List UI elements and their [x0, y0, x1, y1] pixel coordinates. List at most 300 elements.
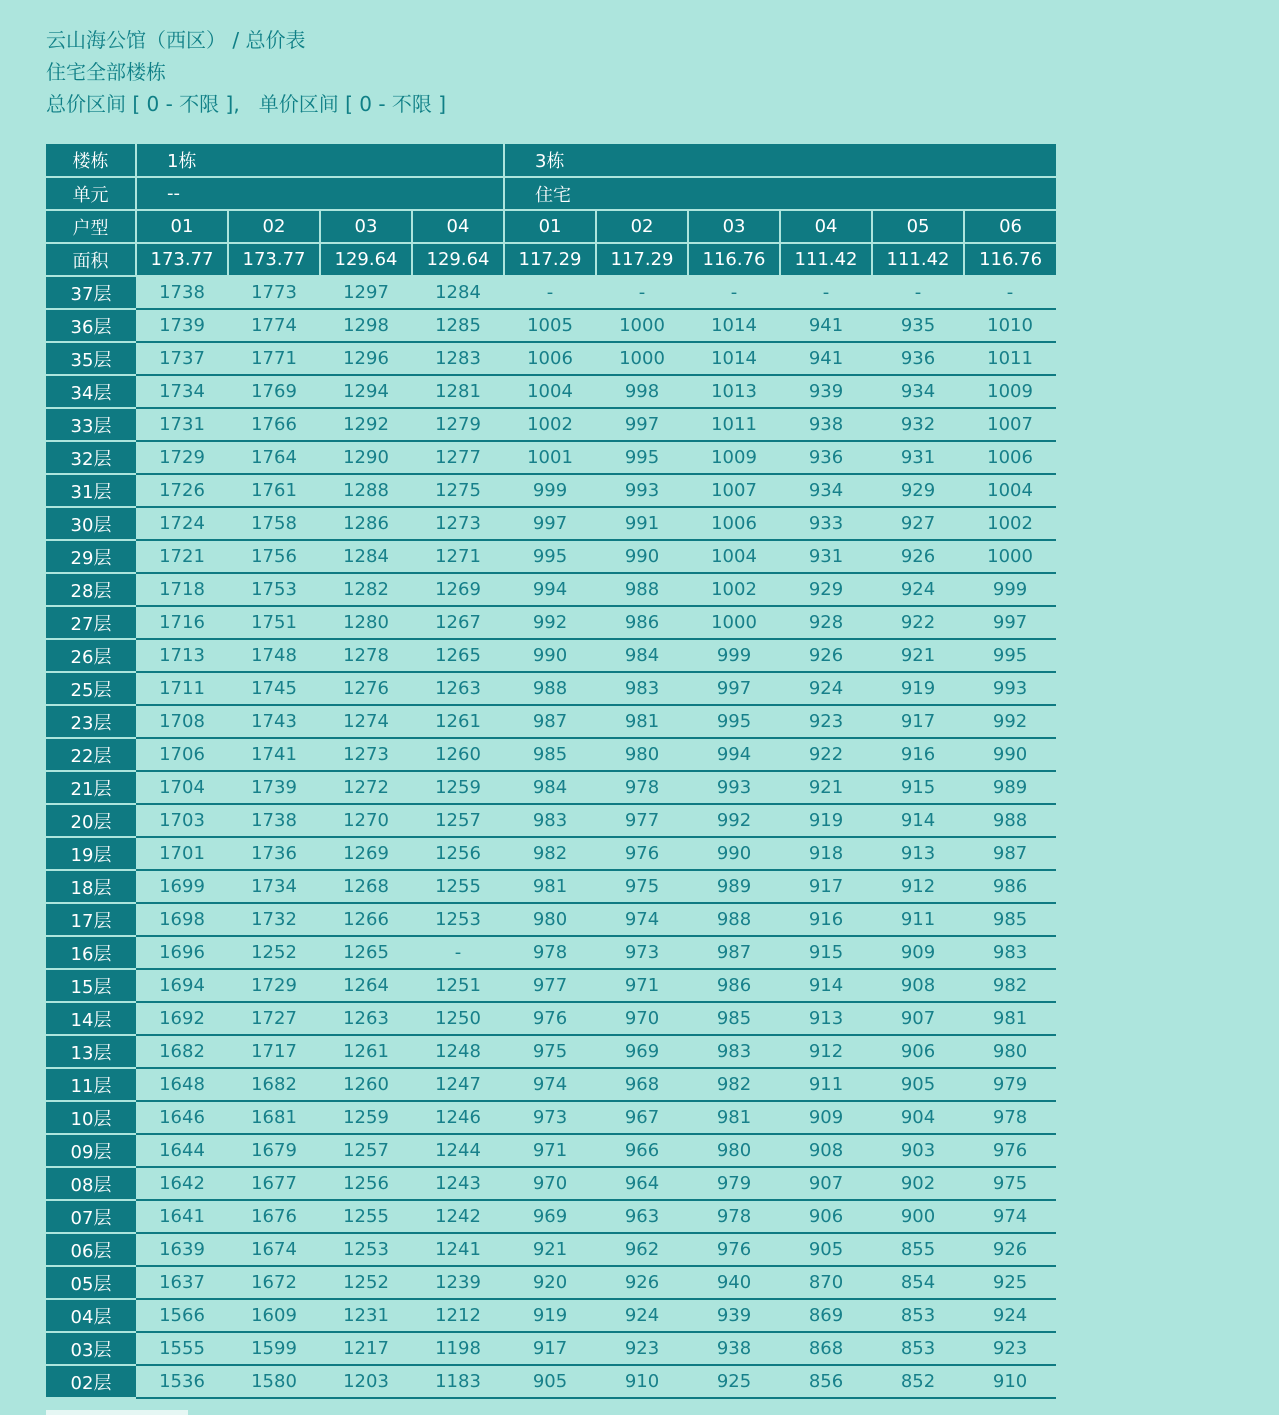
table-row: [46, 1365, 1056, 1398]
price-cell: 926: [780, 639, 872, 672]
price-cell: 931: [872, 441, 964, 474]
price-cell: 999: [688, 639, 780, 672]
area-cell: 129.64: [320, 243, 412, 276]
price-cell: 853: [872, 1332, 964, 1365]
price-cell: 853: [872, 1299, 964, 1332]
price-range-filter: 总价区间 [ 0 - 不限 ], 单价区间 [ 0 - 不限 ]: [46, 92, 447, 116]
price-cell: 908: [872, 969, 964, 1002]
price-cell: 1677: [228, 1167, 320, 1200]
price-cell: 924: [964, 1299, 1056, 1332]
price-cell: 976: [504, 1002, 596, 1035]
area-cell: 116.76: [688, 243, 780, 276]
price-cell: 1721: [136, 540, 228, 573]
price-cell: 924: [780, 672, 872, 705]
price-cell: 1255: [320, 1200, 412, 1233]
price-cell: 919: [872, 672, 964, 705]
floor-label: 25层: [46, 672, 136, 705]
price-cell: 1298: [320, 309, 412, 342]
price-cell: 915: [780, 936, 872, 969]
price-cell: 900: [872, 1200, 964, 1233]
table-row: [46, 276, 1056, 309]
floor-label: 07层: [46, 1200, 136, 1233]
floor-label: 35层: [46, 342, 136, 375]
type-cell: 01: [504, 210, 596, 243]
price-cell: 910: [596, 1365, 688, 1398]
price-cell: -: [780, 276, 872, 309]
price-cell: 1257: [320, 1134, 412, 1167]
floor-label: 17层: [46, 903, 136, 936]
table-row: [46, 441, 1056, 474]
price-cell: 981: [596, 705, 688, 738]
price-cell: 969: [596, 1035, 688, 1068]
price-cell: 982: [688, 1068, 780, 1101]
floor-label: 37层: [46, 276, 136, 309]
table-row: [46, 309, 1056, 342]
price-cell: 922: [780, 738, 872, 771]
table-row: [46, 1299, 1056, 1332]
price-cell: 1250: [412, 1002, 504, 1035]
price-cell: 1642: [136, 1167, 228, 1200]
price-cell: 988: [504, 672, 596, 705]
price-cell: 990: [688, 837, 780, 870]
price-cell: 1256: [320, 1167, 412, 1200]
floor-label: 30层: [46, 507, 136, 540]
price-cell: 1004: [964, 474, 1056, 507]
price-cell: 995: [504, 540, 596, 573]
price-cell: 1241: [412, 1233, 504, 1266]
price-cell: 923: [596, 1332, 688, 1365]
table-row: [46, 639, 1056, 672]
floor-label: 19层: [46, 837, 136, 870]
price-cell: 1263: [320, 1002, 412, 1035]
unit-row: [46, 177, 1056, 210]
price-cell: 1252: [228, 936, 320, 969]
building-3-unit: 住宅: [504, 177, 1056, 210]
price-cell: 1253: [412, 903, 504, 936]
price-cell: 1011: [964, 342, 1056, 375]
price-cell: 921: [504, 1233, 596, 1266]
price-cell: 1698: [136, 903, 228, 936]
price-cell: 922: [872, 606, 964, 639]
price-cell: 988: [596, 573, 688, 606]
price-cell: 1004: [688, 540, 780, 573]
type-cell: 01: [136, 210, 228, 243]
price-cell: 909: [872, 936, 964, 969]
floor-label: 36层: [46, 309, 136, 342]
price-cell: 987: [504, 705, 596, 738]
table-row: [46, 375, 1056, 408]
area-cell: 117.29: [504, 243, 596, 276]
building-row: [46, 144, 1056, 177]
price-cell: 1006: [964, 441, 1056, 474]
price-cell: 913: [780, 1002, 872, 1035]
price-cell: 1739: [228, 771, 320, 804]
price-cell: 1286: [320, 507, 412, 540]
price-cell: 1007: [964, 408, 1056, 441]
price-cell: 936: [780, 441, 872, 474]
table-row: [46, 1167, 1056, 1200]
page-subtitle: 住宅全部楼栋: [46, 60, 166, 84]
table-row: [46, 969, 1056, 1002]
price-cell: 976: [688, 1233, 780, 1266]
price-cell: 1297: [320, 276, 412, 309]
type-cell: 02: [596, 210, 688, 243]
price-cell: 1273: [320, 738, 412, 771]
price-cell: 924: [872, 573, 964, 606]
price-cell: 1292: [320, 408, 412, 441]
price-cell: 1745: [228, 672, 320, 705]
price-cell: 1285: [412, 309, 504, 342]
type-cell: 04: [412, 210, 504, 243]
price-cell: 999: [964, 573, 1056, 606]
price-cell: 1255: [412, 870, 504, 903]
price-cell: 1260: [320, 1068, 412, 1101]
area-cell: 173.77: [136, 243, 228, 276]
price-cell: 994: [688, 738, 780, 771]
price-cell: 967: [596, 1101, 688, 1134]
type-cell: 05: [872, 210, 964, 243]
price-cell: 1010: [964, 309, 1056, 342]
price-cell: 964: [596, 1167, 688, 1200]
price-cell: 978: [688, 1200, 780, 1233]
price-cell: 869: [780, 1299, 872, 1332]
table-row: [46, 1233, 1056, 1266]
floor-label: 34层: [46, 375, 136, 408]
type-cell: 03: [688, 210, 780, 243]
price-cell: 912: [780, 1035, 872, 1068]
price-cell: 1002: [964, 507, 1056, 540]
price-cell: 995: [596, 441, 688, 474]
price-cell: 1009: [964, 375, 1056, 408]
price-cell: 931: [780, 540, 872, 573]
area-label: 面积: [46, 243, 136, 276]
floor-label: 28层: [46, 573, 136, 606]
price-cell: 1536: [136, 1365, 228, 1398]
price-cell: 917: [780, 870, 872, 903]
price-cell: 983: [596, 672, 688, 705]
building-1-name: 1栋: [136, 144, 504, 177]
price-cell: 994: [504, 573, 596, 606]
price-cell: 1259: [320, 1101, 412, 1134]
price-cell: -: [964, 276, 1056, 309]
price-cell: 981: [688, 1101, 780, 1134]
price-cell: 923: [964, 1332, 1056, 1365]
price-cell: 982: [504, 837, 596, 870]
price-cell: 1000: [596, 309, 688, 342]
table-row: [46, 1266, 1056, 1299]
price-cell: 916: [872, 738, 964, 771]
price-table: [46, 144, 1056, 1399]
price-cell: 1682: [136, 1035, 228, 1068]
floor-label: 33层: [46, 408, 136, 441]
price-cell: 1006: [688, 507, 780, 540]
price-cell: 855: [872, 1233, 964, 1266]
price-cell: 990: [596, 540, 688, 573]
price-cell: 995: [964, 639, 1056, 672]
price-cell: 985: [688, 1002, 780, 1035]
price-cell: 1203: [320, 1365, 412, 1398]
price-cell: 986: [964, 870, 1056, 903]
floor-label: 05层: [46, 1266, 136, 1299]
price-cell: -: [412, 936, 504, 969]
price-cell: 1000: [964, 540, 1056, 573]
price-cell: 978: [504, 936, 596, 969]
area-row: [46, 243, 1056, 276]
unit-label: 单元: [46, 177, 136, 210]
type-row: [46, 210, 1056, 243]
price-cell: 1674: [228, 1233, 320, 1266]
price-cell: 989: [964, 771, 1056, 804]
price-cell: 1748: [228, 639, 320, 672]
price-cell: -: [504, 276, 596, 309]
price-cell: 908: [780, 1134, 872, 1167]
price-cell: 1724: [136, 507, 228, 540]
price-cell: 1706: [136, 738, 228, 771]
price-cell: 1257: [412, 804, 504, 837]
type-cell: 03: [320, 210, 412, 243]
price-cell: 1247: [412, 1068, 504, 1101]
area-cell: 117.29: [596, 243, 688, 276]
price-cell: 976: [596, 837, 688, 870]
price-cell: 983: [504, 804, 596, 837]
table-row: [46, 738, 1056, 771]
price-cell: 981: [504, 870, 596, 903]
price-cell: 852: [872, 1365, 964, 1398]
price-cell: 1183: [412, 1365, 504, 1398]
price-cell: 1271: [412, 540, 504, 573]
price-cell: 1001: [504, 441, 596, 474]
building-3-name: 3栋: [504, 144, 1056, 177]
price-cell: 1641: [136, 1200, 228, 1233]
price-cell: 1256: [412, 837, 504, 870]
price-cell: 971: [596, 969, 688, 1002]
price-cell: 1566: [136, 1299, 228, 1332]
price-cell: 993: [688, 771, 780, 804]
price-cell: 1717: [228, 1035, 320, 1068]
table-row: [46, 1332, 1056, 1365]
table-row: [46, 342, 1056, 375]
price-cell: 963: [596, 1200, 688, 1233]
price-cell: 1738: [228, 804, 320, 837]
table-row: [46, 1068, 1056, 1101]
floor-label: 27层: [46, 606, 136, 639]
price-cell: 1639: [136, 1233, 228, 1266]
price-cell: 902: [872, 1167, 964, 1200]
price-cell: 977: [596, 804, 688, 837]
table-row: [46, 705, 1056, 738]
price-cell: 1294: [320, 375, 412, 408]
price-cell: 905: [780, 1233, 872, 1266]
price-cell: 919: [780, 804, 872, 837]
price-cell: 918: [780, 837, 872, 870]
table-row: [46, 1101, 1056, 1134]
price-cell: 923: [780, 705, 872, 738]
price-cell: 1261: [320, 1035, 412, 1068]
price-cell: 1766: [228, 408, 320, 441]
price-cell: 968: [596, 1068, 688, 1101]
price-cell: 1002: [504, 408, 596, 441]
price-cell: 940: [688, 1266, 780, 1299]
price-cell: 970: [596, 1002, 688, 1035]
price-cell: 906: [780, 1200, 872, 1233]
price-cell: 938: [780, 408, 872, 441]
type-cell: 02: [228, 210, 320, 243]
floor-label: 15层: [46, 969, 136, 1002]
price-cell: 1734: [136, 375, 228, 408]
price-cell: 970: [504, 1167, 596, 1200]
type-cell: 04: [780, 210, 872, 243]
price-cell: 1646: [136, 1101, 228, 1134]
page-title: 云山海公馆（西区） / 总价表: [46, 28, 306, 52]
price-cell: -: [872, 276, 964, 309]
price-cell: 1737: [136, 342, 228, 375]
price-cell: 989: [688, 870, 780, 903]
table-row: [46, 804, 1056, 837]
price-cell: 999: [504, 474, 596, 507]
price-cell: 981: [964, 1002, 1056, 1035]
price-cell: 986: [688, 969, 780, 1002]
price-cell: 1282: [320, 573, 412, 606]
price-cell: 913: [872, 837, 964, 870]
price-cell: 1276: [320, 672, 412, 705]
price-cell: 1007: [688, 474, 780, 507]
price-cell: 1014: [688, 342, 780, 375]
price-cell: 1000: [596, 342, 688, 375]
price-cell: 1648: [136, 1068, 228, 1101]
price-cell: 992: [504, 606, 596, 639]
price-cell: 997: [596, 408, 688, 441]
price-cell: 1284: [412, 276, 504, 309]
price-cell: 1011: [688, 408, 780, 441]
price-cell: 991: [596, 507, 688, 540]
price-cell: 988: [964, 804, 1056, 837]
price-cell: 905: [504, 1365, 596, 1398]
floor-label: 09层: [46, 1134, 136, 1167]
price-cell: 917: [872, 705, 964, 738]
price-cell: 1268: [320, 870, 412, 903]
floor-label: 03层: [46, 1332, 136, 1365]
price-cell: 1259: [412, 771, 504, 804]
price-cell: 1679: [228, 1134, 320, 1167]
price-cell: 938: [688, 1332, 780, 1365]
price-cell: 1288: [320, 474, 412, 507]
price-cell: 927: [872, 507, 964, 540]
price-cell: 910: [964, 1365, 1056, 1398]
price-cell: 1281: [412, 375, 504, 408]
floor-label: 16层: [46, 936, 136, 969]
price-cell: 1704: [136, 771, 228, 804]
price-cell: 1269: [412, 573, 504, 606]
table-row: [46, 870, 1056, 903]
price-cell: 978: [964, 1101, 1056, 1134]
table-row: [46, 1134, 1056, 1167]
price-cell: 924: [596, 1299, 688, 1332]
building-label: 楼栋: [46, 144, 136, 177]
floor-label: 23层: [46, 705, 136, 738]
price-cell: 976: [964, 1134, 1056, 1167]
floor-label: 06层: [46, 1233, 136, 1266]
price-cell: 906: [872, 1035, 964, 1068]
price-cell: 1637: [136, 1266, 228, 1299]
price-cell: 903: [872, 1134, 964, 1167]
price-cell: 1729: [136, 441, 228, 474]
price-cell: 978: [596, 771, 688, 804]
area-cell: 111.42: [872, 243, 964, 276]
price-cell: 990: [964, 738, 1056, 771]
price-cell: 1769: [228, 375, 320, 408]
price-cell: 1239: [412, 1266, 504, 1299]
price-cell: 1266: [320, 903, 412, 936]
price-cell: 1212: [412, 1299, 504, 1332]
price-cell: 1231: [320, 1299, 412, 1332]
price-cell: 921: [872, 639, 964, 672]
price-cell: 914: [872, 804, 964, 837]
price-cell: 939: [780, 375, 872, 408]
floor-label: 14层: [46, 1002, 136, 1035]
price-cell: 911: [780, 1068, 872, 1101]
price-cell: 1009: [688, 441, 780, 474]
price-cell: 1265: [320, 936, 412, 969]
price-cell: 1243: [412, 1167, 504, 1200]
price-cell: 928: [780, 606, 872, 639]
price-cell: 993: [964, 672, 1056, 705]
price-cell: 962: [596, 1233, 688, 1266]
price-cell: 997: [504, 507, 596, 540]
price-cell: 966: [596, 1134, 688, 1167]
price-cell: 1267: [412, 606, 504, 639]
floor-label: 29层: [46, 540, 136, 573]
price-cell: 986: [596, 606, 688, 639]
price-cell: 975: [964, 1167, 1056, 1200]
price-cell: 934: [872, 375, 964, 408]
price-cell: 1732: [228, 903, 320, 936]
scroll-indicator: [46, 1410, 188, 1415]
price-cell: 974: [596, 903, 688, 936]
price-cell: 1246: [412, 1101, 504, 1134]
price-cell: 1278: [320, 639, 412, 672]
price-cell: 1729: [228, 969, 320, 1002]
price-cell: 1263: [412, 672, 504, 705]
price-cell: 941: [780, 309, 872, 342]
price-cell: 975: [596, 870, 688, 903]
price-cell: 1248: [412, 1035, 504, 1068]
price-cell: 1283: [412, 342, 504, 375]
price-cell: 1734: [228, 870, 320, 903]
table-row: [46, 408, 1056, 441]
price-cell: 987: [964, 837, 1056, 870]
table-row: [46, 540, 1056, 573]
price-cell: 979: [964, 1068, 1056, 1101]
table-row: [46, 936, 1056, 969]
price-cell: 997: [688, 672, 780, 705]
price-cell: 998: [596, 375, 688, 408]
floor-label: 13层: [46, 1035, 136, 1068]
price-cell: 919: [504, 1299, 596, 1332]
price-cell: 1736: [228, 837, 320, 870]
building-1-unit: --: [136, 177, 504, 210]
price-cell: 917: [504, 1332, 596, 1365]
price-cell: 915: [872, 771, 964, 804]
price-cell: 992: [688, 804, 780, 837]
price-cell: 1198: [412, 1332, 504, 1365]
price-cell: 973: [504, 1101, 596, 1134]
floor-label: 11层: [46, 1068, 136, 1101]
price-cell: 1716: [136, 606, 228, 639]
price-cell: 925: [964, 1266, 1056, 1299]
price-cell: 980: [596, 738, 688, 771]
price-cell: 1296: [320, 342, 412, 375]
floor-label: 08层: [46, 1167, 136, 1200]
